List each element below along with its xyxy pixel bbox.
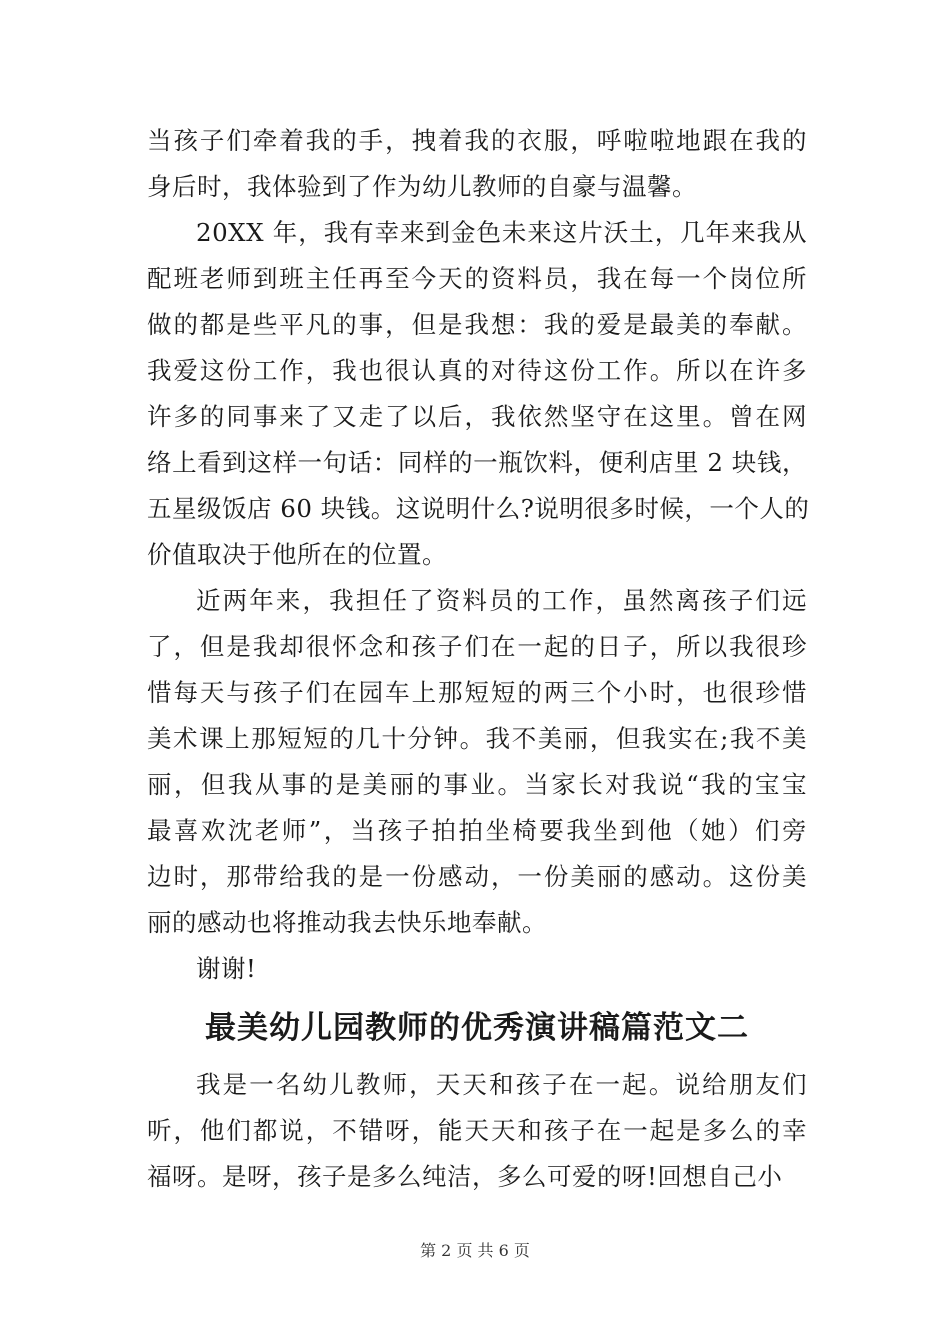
text-line: 许多的同事来了又走了以后，我依然坚守在这里。曾在网 (147, 402, 807, 431)
text-line: 配班老师到班主任再至今天的资料员，我在每一个岗位所 (147, 264, 807, 293)
text-line: 当孩子们牵着我的手，拽着我的衣服，呼啦啦地跟在我的 (147, 126, 807, 155)
paragraph (147, 210, 810, 578)
page-footer: 第 2 页 共 6 页 (420, 1241, 530, 1260)
text-line: 身后时，我体验到了作为幼儿教师的自豪与温馨。 (147, 172, 697, 201)
text-line: 络上看到这样一句话：同样的一瓶饮料，便利店里 2 块钱， (147, 448, 807, 477)
text-line: 我爱这份工作，我也很认真的对待这份工作。所以在许多 (147, 356, 807, 385)
paragraph (147, 118, 807, 210)
text-line: 最喜欢沈老师”，当孩子拍拍坐椅要我坐到他（她）们旁 (147, 816, 807, 845)
text-line: 美术课上那短短的几十分钟。我不美丽，但我实在;我不美 (147, 724, 807, 753)
text-line: 丽，但我从事的是美丽的事业。当家长对我说“我的宝宝 (147, 770, 807, 799)
text-line: 近两年来，我担任了资料员的工作，虽然离孩子们远 (196, 586, 807, 615)
section-one (147, 118, 810, 992)
text-line: 做的都是些平凡的事，但是我想：我的爱是最美的奉献。 (147, 310, 807, 339)
text-line: 20XX 年，我有幸来到金色未来这片沃土，几年来我从 (196, 218, 807, 247)
paragraph (147, 946, 807, 992)
text-line: 丽的感动也将推动我去快乐地奉献。 (147, 908, 547, 937)
text-line: 价值取决于他所在的位置。 (147, 540, 447, 569)
text-line: 谢谢! (196, 954, 257, 983)
text-line: 边时，那带给我的是一份感动，一份美丽的感动。这份美 (147, 862, 807, 891)
text-line: 听，他们都说，不错呀，能天天和孩子在一起是多么的幸 (147, 1116, 807, 1145)
paragraph (147, 578, 807, 946)
text-line: 五星级饭店 60 块钱。这说明什么?说明很多时候，一个人的 (147, 494, 810, 523)
document-body (147, 118, 810, 1200)
paragraph (147, 1062, 807, 1200)
text-line: 惜每天与孩子们在园车上那短短的两三个小时，也很珍惜 (147, 678, 807, 707)
text-line: 了，但是我却很怀念和孩子们在一起的日子，所以我很珍 (147, 632, 807, 661)
text-line: 我是一名幼儿教师，天天和孩子在一起。说给朋友们 (196, 1070, 807, 1099)
section-title: 最美幼儿园教师的优秀演讲稿篇范文二 (205, 1010, 749, 1046)
section-two (147, 1062, 807, 1200)
text-line: 福呀。是呀，孩子是多么纯洁，多么可爱的呀!回想自己小 (147, 1162, 783, 1191)
